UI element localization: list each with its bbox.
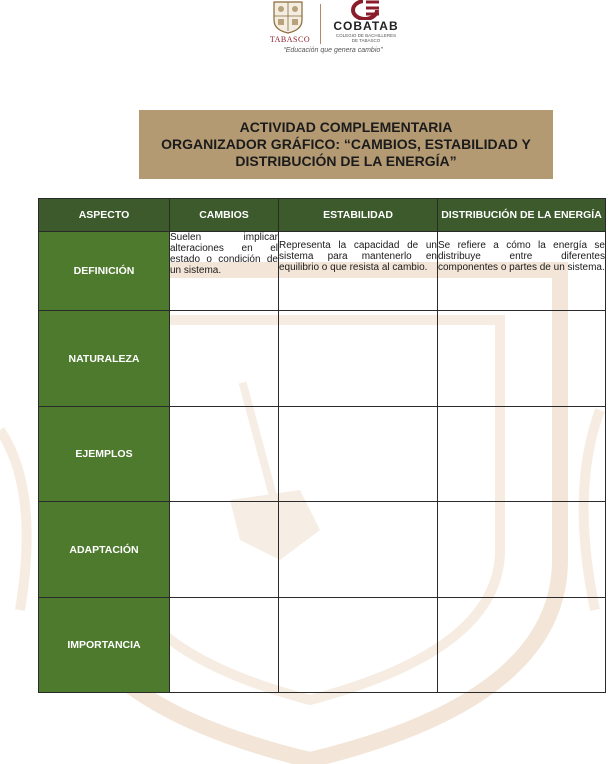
cell-ejemplos-distribucion[interactable]: [438, 407, 606, 502]
row-label-ejemplos: EJEMPLOS: [39, 407, 170, 502]
tabasco-crest-icon: [271, 0, 305, 34]
header-cambios: CAMBIOS: [170, 199, 279, 232]
cell-ejemplos-estabilidad[interactable]: [279, 407, 438, 502]
cobatab-name: COBATAB: [333, 19, 399, 33]
cell-text: Representa la capacidad de un sistema para mantenerlo en equilibrio o que resista al cambio.: [279, 240, 437, 273]
cell-importancia-estabilidad[interactable]: [279, 598, 438, 693]
row-label-importancia: IMPORTANCIA: [39, 598, 170, 693]
row-label-definicion: DEFINICIÓN: [39, 232, 170, 311]
title-line-2: ORGANIZADOR GRÁFICO: “CAMBIOS, ESTABILIDAD Y: [161, 136, 531, 152]
cobatab-logo: [326, 0, 406, 46]
cell-importancia-cambios[interactable]: [170, 598, 279, 693]
cell-naturaleza-cambios[interactable]: [170, 311, 279, 407]
header-divider: [320, 4, 321, 44]
slogan: “Educación que genera cambio”: [283, 47, 383, 54]
activity-title-box: [139, 110, 553, 179]
header-distribucion: DISTRIBUCIÓN DE LA ENERGÍA: [438, 199, 606, 232]
title-line-3: DISTRIBUCIÓN DE LA ENERGÍA”: [235, 153, 457, 169]
table-row-ejemplos: [39, 407, 606, 502]
row-label-naturaleza: NATURALEZA: [39, 311, 170, 407]
cell-naturaleza-distribucion[interactable]: [438, 311, 606, 407]
header-aspecto: ASPECTO: [39, 199, 170, 232]
table-row-naturaleza: [39, 311, 606, 407]
cobatab-subtitle-line2: DE TABASCO: [351, 38, 381, 43]
cell-importancia-distribucion[interactable]: [438, 598, 606, 693]
tabasco-label: TABASCO: [269, 35, 311, 44]
table-header-row: [39, 199, 606, 232]
cobatab-subtitle: [326, 33, 406, 43]
table-row-definicion: [39, 232, 606, 311]
cell-definicion-estabilidad[interactable]: [279, 232, 438, 311]
header-estabilidad: ESTABILIDAD: [279, 199, 438, 232]
cell-text: Suelen implicar alteraciones en el estado o condición de un sistema.: [170, 232, 278, 276]
cell-naturaleza-estabilidad[interactable]: [279, 311, 438, 407]
cobatab-mark-icon: [348, 0, 382, 20]
graphic-organizer-table: [38, 198, 606, 693]
cell-adaptacion-estabilidad[interactable]: [279, 502, 438, 598]
cell-adaptacion-cambios[interactable]: [170, 502, 279, 598]
row-label-adaptacion: ADAPTACIÓN: [39, 502, 170, 598]
document-header: [0, 0, 615, 70]
cell-text: Se refiere a cómo la energía se distribuye entre diferentes componentes o partes de un sistema.: [438, 240, 605, 273]
cell-adaptacion-distribucion[interactable]: [438, 502, 606, 598]
table-row-adaptacion: [39, 502, 606, 598]
title-line-1: ACTIVIDAD COMPLEMENTARIA: [239, 119, 453, 135]
table-row-importancia: [39, 598, 606, 693]
cobatab-subtitle-line1: COLEGIO DE BACHILLERES: [335, 33, 397, 38]
cell-definicion-distribucion[interactable]: [438, 232, 606, 311]
cell-ejemplos-cambios[interactable]: [170, 407, 279, 502]
cell-definicion-cambios[interactable]: [170, 232, 279, 311]
tabasco-logo: [262, 0, 318, 46]
